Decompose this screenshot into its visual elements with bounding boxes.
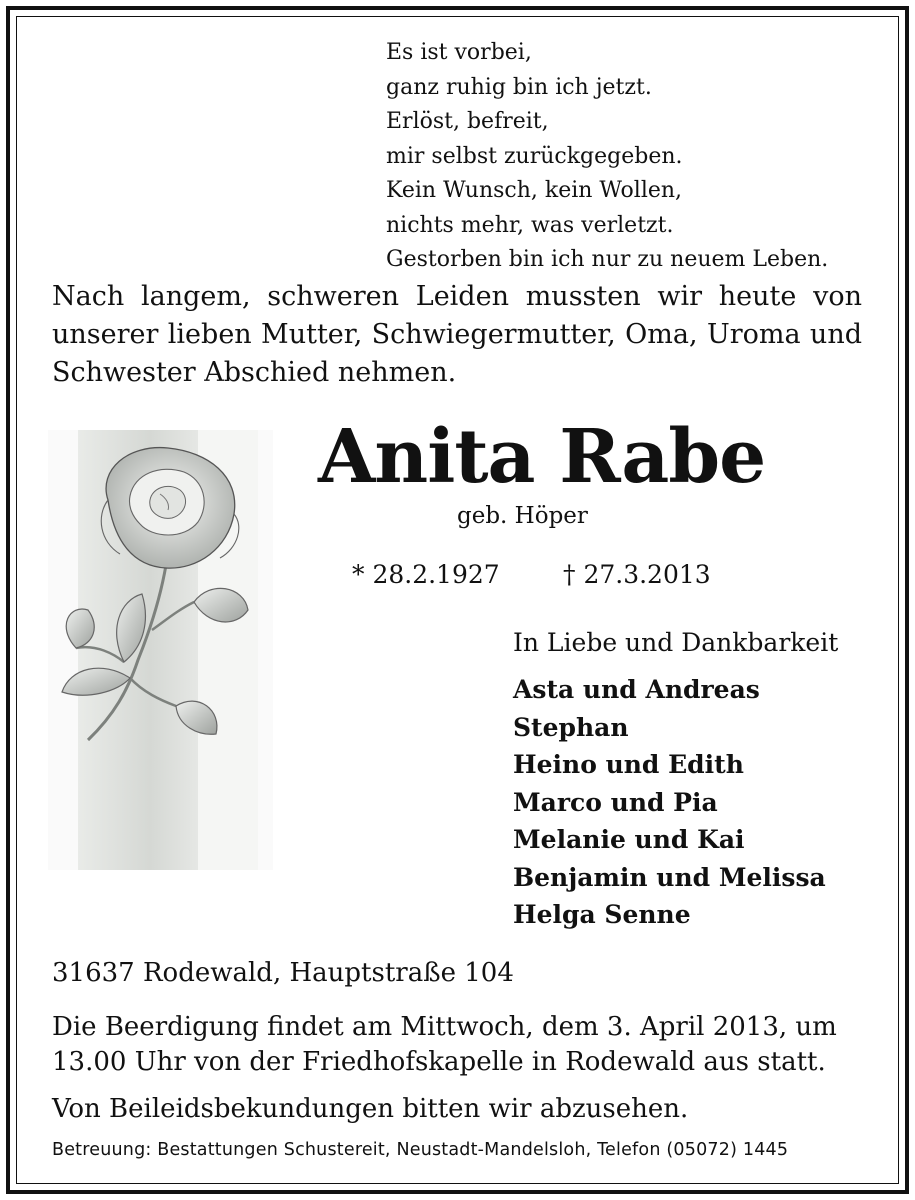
family-member: Asta und Andreas: [513, 675, 760, 704]
poem-line: Erlöst, befreit,: [386, 109, 549, 134]
poem-line: ganz ruhig bin ich jetzt.: [386, 74, 652, 100]
poem: [386, 36, 828, 278]
maiden-name: geb. Höper: [457, 503, 588, 529]
family-member: Benjamin und Melissa: [513, 862, 826, 892]
family-member: Stephan: [513, 712, 629, 742]
funeral-notice: Die Beerdigung findet am Mittwoch, dem 3. April 2013, um 13.00 Uhr von der Friedhofskapelle in Rodewald aus statt.: [52, 1012, 837, 1077]
family-list: [513, 671, 826, 934]
undertaker-line: Betreuung: Bestattungen Schustereit, Neustadt-Mandelsloh, Telefon (05072) 1445: [52, 1140, 789, 1160]
thanks-line: In Liebe und Dankbarkeit: [513, 628, 839, 657]
poem-line: Gestorben bin ich nur zu neuem Leben.: [386, 247, 829, 272]
intro-text: Nach langem, schweren Leiden mussten wir heute von unserer lieben Mutter, Schwiegermutter, Oma, Uroma und Schwester Abschied nehmen.: [52, 281, 862, 388]
address: 31637 Rodewald, Hauptstraße 104: [52, 958, 514, 988]
poem-line: Kein Wunsch, kein Wollen,: [386, 178, 683, 203]
condolence-note: Von Beileidsbekundungen bitten wir abzusehen.: [52, 1094, 689, 1124]
death-date: † 27.3.2013: [563, 560, 711, 589]
family-member: Heino und Edith: [513, 750, 744, 779]
poem-line: Es ist vorbei,: [386, 40, 532, 65]
birth-date: * 28.2.1927: [352, 560, 500, 589]
family-member: Melanie und Kai: [513, 825, 745, 854]
family-member: Marco und Pia: [513, 787, 718, 817]
deceased-name: Anita Rabe: [318, 414, 766, 500]
family-member: Helga Senne: [513, 900, 691, 929]
poem-line: nichts mehr, was verletzt.: [386, 212, 674, 238]
poem-line: mir selbst zurückgegeben.: [386, 143, 683, 169]
rose-illustration: [48, 430, 273, 870]
